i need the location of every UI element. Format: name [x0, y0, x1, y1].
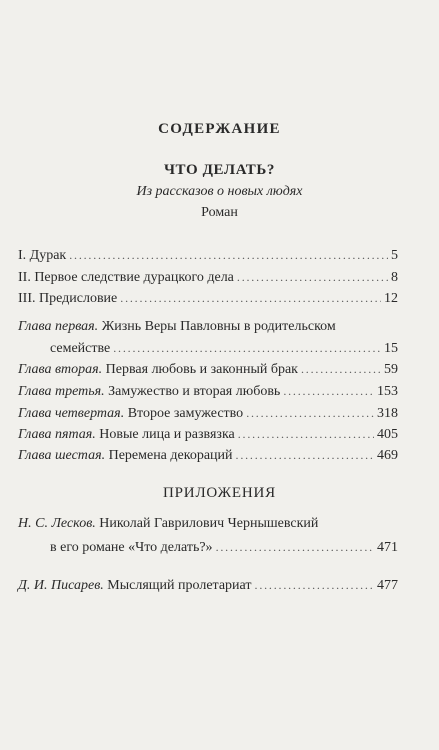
chapter-page: 469 [377, 448, 398, 463]
chapter-title: Перемена декораций [108, 448, 233, 463]
toc-chapter-first-line [18, 318, 336, 336]
appendix-title: Мыслящий пролетариат [107, 578, 252, 593]
chapter-page: 153 [377, 384, 398, 399]
toc-chapter [18, 404, 398, 423]
appendix-author: Д. И. Писарев. [18, 578, 104, 593]
appendix-title-continued: в его романе «Что делать?» [50, 540, 213, 555]
appendix-page: 477 [377, 578, 398, 593]
chapter-page: 318 [377, 406, 398, 421]
toc-entry-label: I. Дурак [18, 248, 67, 263]
dot-leader [237, 268, 388, 286]
toc-chapter [18, 425, 398, 444]
appendix-page: 471 [377, 540, 398, 555]
toc-entry [18, 268, 398, 287]
contents-heading: СОДЕРЖАНИЕ [158, 121, 281, 137]
toc-chapter [18, 446, 398, 465]
chapter-page: 15 [384, 341, 398, 356]
work-title: ЧТО ДЕЛАТЬ? [163, 162, 276, 178]
dot-leader [238, 425, 374, 443]
chapter-title-continued: семействе [50, 341, 111, 356]
dot-leader [113, 339, 381, 357]
appendix-entry [18, 576, 398, 595]
chapter-page: 59 [384, 362, 398, 377]
chapter-page: 405 [377, 427, 398, 442]
chapter-prefix: Глава первая. [18, 319, 99, 334]
dot-leader [216, 538, 374, 556]
dot-leader [69, 246, 388, 264]
appendix-heading: ПРИЛОЖЕНИЯ [163, 485, 276, 501]
chapter-title: Замужество и вторая любовь [108, 384, 281, 399]
chapter-prefix: Глава четвертая. [18, 406, 125, 421]
chapter-title: Первая любовь и законный брак [105, 362, 298, 377]
chapter-prefix: Глава пятая. [18, 427, 96, 442]
appendix-title: Николай Гаврилович Чернышевский [99, 516, 319, 531]
toc-entry-label: II. Первое следствие дурацкого дела [18, 270, 234, 285]
chapter-prefix: Глава вторая. [18, 362, 103, 377]
work-genre: Роман [201, 205, 238, 220]
toc-chapter [18, 360, 398, 379]
toc-entry-page: 8 [391, 270, 398, 285]
dot-leader [301, 360, 381, 378]
work-subtitle: Из рассказов о новых людях [136, 184, 303, 199]
toc-entry-page: 5 [391, 248, 398, 263]
chapter-title: Второе замужество [127, 406, 244, 421]
toc-chapter [50, 339, 398, 358]
dot-leader [246, 404, 374, 422]
chapter-title: Жизнь Веры Павловны в родительском [101, 319, 336, 334]
toc-entry [18, 289, 398, 308]
dot-leader [283, 382, 374, 400]
toc-entry-label: III. Предисловие [18, 291, 118, 306]
chapter-prefix: Глава третья. [18, 384, 105, 399]
appendix-entry-first-line [18, 515, 318, 533]
dot-leader [236, 446, 374, 464]
dot-leader [120, 289, 381, 307]
chapter-prefix: Глава шестая. [18, 448, 106, 463]
dot-leader [255, 576, 374, 594]
toc-entry [18, 246, 398, 265]
toc-chapter [18, 382, 398, 401]
appendix-entry [50, 538, 398, 557]
appendix-author: Н. С. Лесков. [18, 516, 96, 531]
toc-entry-page: 12 [384, 291, 398, 306]
chapter-title: Новые лица и развязка [99, 427, 235, 442]
